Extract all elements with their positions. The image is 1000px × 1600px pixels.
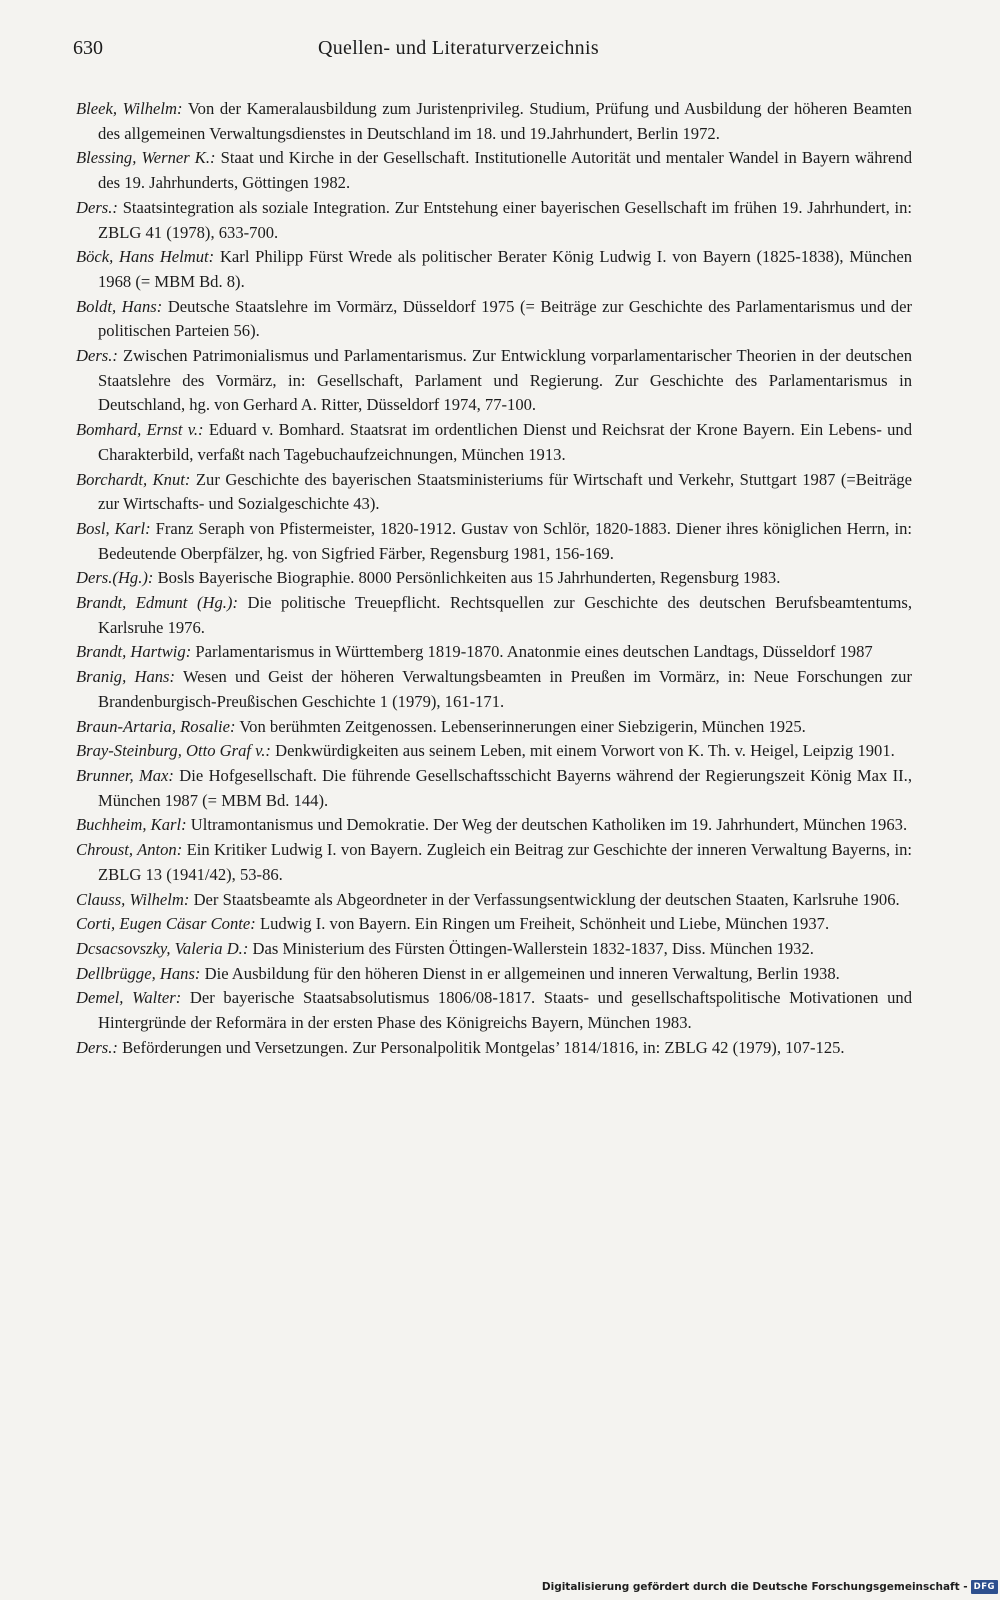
entry-text: Parlamentarismus in Württemberg 1819-1870. Anatonmie eines deutschen Landtags, Düsseldorf 1987 xyxy=(195,642,873,662)
bibliography-entry xyxy=(76,517,912,566)
page-number: 630 xyxy=(73,37,103,59)
bibliography-entry xyxy=(76,937,912,962)
entry-author: Dcsacsovszky, Valeria D.: xyxy=(76,938,249,958)
entry-text: Ein Kritiker Ludwig I. von Bayern. Zugleich ein Beitrag zur Geschichte der inneren Verwaltung Bayerns, in: ZBLG 13 (1941/42), 53-86. xyxy=(98,840,912,884)
entry-text: Karl Philipp Fürst Wrede als politischer Berater König Ludwig I. von Bayern (1825-1838), München 1968 (= MBM Bd. 8). xyxy=(98,247,912,291)
entry-author: Brunner, Max: xyxy=(76,765,174,785)
entry-author: Demel, Walter: xyxy=(76,988,182,1008)
bibliography-entry xyxy=(76,146,912,195)
bibliography-entry xyxy=(76,986,912,1035)
entry-text: Staat und Kirche in der Gesellschaft. Institutionelle Autorität und mentaler Wandel in Bayern während des 19. Jahrhunderts, Göttingen 1982. xyxy=(98,148,912,193)
bibliography-entry xyxy=(76,97,912,146)
digitization-footer xyxy=(542,1576,998,1598)
entry-text: Denkwürdigkeiten aus seinem Leben, mit einem Vorwort von K. Th. v. Heigel, Leipzig 1901. xyxy=(275,741,895,761)
entry-author: Böck, Hans Helmut: xyxy=(76,247,215,267)
entry-author: Ders.(Hg.): xyxy=(76,568,154,588)
entry-author: Clauss, Wilhelm: xyxy=(76,889,190,909)
page-header xyxy=(70,30,920,66)
bibliography-entry xyxy=(76,912,912,937)
bibliography-entry xyxy=(76,468,912,517)
bibliography-entry xyxy=(76,715,912,740)
bibliography-entry xyxy=(76,962,912,987)
entry-text: Das Ministerium des Fürsten Öttingen-Wallerstein 1832-1837, Diss. München 1932. xyxy=(252,938,814,958)
entry-text: Bosls Bayerische Biographie. 8000 Persönlichkeiten aus 15 Jahrhunderten, Regensburg 1983. xyxy=(157,568,781,588)
entry-author: Branig, Hans: xyxy=(76,667,176,687)
bibliography-entry xyxy=(76,838,912,887)
entry-author: Braun-Artaria, Rosalie: xyxy=(76,716,236,736)
entry-text: Die Hofgesellschaft. Die führende Gesellschaftsschicht Bayerns während der Regierungszeit König Max II., München 1987 (= MBM Bd. 144). xyxy=(98,765,912,810)
bibliography-entry xyxy=(76,665,912,714)
entry-author: Ders.: xyxy=(76,197,118,217)
bibliography-entry xyxy=(76,764,912,813)
entry-author: Ders.: xyxy=(76,346,118,366)
entry-text: Franz Seraph von Pfistermeister, 1820-1912. Gustav von Schlör, 1820-1883. Diener ihres königlichen Herrn, in: Bedeutende Oberpfälzer, hg. von Sigfried Färber, Regensburg 1981, 156-169. xyxy=(98,518,913,563)
entry-author: Corti, Eugen Cäsar Conte: xyxy=(76,914,256,934)
entry-text: Eduard v. Bomhard. Staatsrat im ordentlichen Dienst und Reichsrat der Krone Bayern. Ein Lebens- und Charakterbild, verfaßt nach Tagebuchaufzeichnungen, München 1913. xyxy=(98,420,912,464)
bibliography-entry xyxy=(76,1036,912,1061)
bibliography-entry xyxy=(76,196,912,245)
bibliography-entry xyxy=(76,418,912,467)
bibliography-list xyxy=(76,97,912,1060)
bibliography-entry xyxy=(76,344,912,418)
entry-author: Brandt, Edmunt (Hg.): xyxy=(76,593,238,613)
entry-author: Brandt, Hartwig: xyxy=(76,642,192,662)
bibliography-entry xyxy=(76,888,912,913)
entry-text: Staatsintegration als soziale Integration. Zur Entstehung einer bayerischen Gesellschaft im frühen 19. Jahrhundert, in: ZBLG 41 (1978), 633-700. xyxy=(98,197,912,242)
entry-author: Ders.: xyxy=(76,1037,118,1057)
entry-text: Die Ausbildung für den höheren Dienst in er allgemeinen und inneren Verwaltung, Berlin 1938. xyxy=(204,963,840,983)
entry-text: Von der Kameralausbildung zum Juristenprivileg. Studium, Prüfung und Ausbildung der höheren Beamten des allgemeinen Verwaltungsdienstes in Deutschland im 18. und 19.Jahrhundert, Berlin 1972. xyxy=(98,99,912,143)
entry-author: Buchheim, Karl: xyxy=(76,815,187,835)
bibliography-entry xyxy=(76,245,912,294)
bibliography-entry xyxy=(76,640,912,665)
entry-text: Der bayerische Staatsabsolutismus 1806/08-1817. Staats- und gesellschaftspolitische Motivationen und Hintergründe der Reformära in der ersten Phase des Königreichs Bayern, München 1983. xyxy=(98,988,912,1033)
entry-text: Deutsche Staatslehre im Vormärz, Düsseldorf 1975 (= Beiträge zur Geschichte des Parlamentarismus und der politischen Parteien 56). xyxy=(98,296,912,341)
entry-text: Zur Geschichte des bayerischen Staatsministeriums für Wirtschaft und Verkehr, Stuttgart 1987 (=Beiträge zur Wirtschafts- und Sozialgeschichte 43). xyxy=(98,469,912,514)
entry-author: Bleek, Wilhelm: xyxy=(76,99,183,118)
entry-author: Bomhard, Ernst v.: xyxy=(76,420,204,440)
entry-author: Blessing, Werner K.: xyxy=(76,148,216,168)
funding-note: Digitalisierung gefördert durch die Deutsche Forschungsgemeinschaft - xyxy=(541,1581,968,1593)
bibliography-entry xyxy=(76,739,912,764)
bibliography-entry xyxy=(76,813,912,838)
entry-text: Wesen und Geist der höheren Verwaltungsbeamten in Preußen im Vormärz, in: Neue Forschungen zur Brandenburgisch-Preußischen Geschichte 1 (1979), 161-171. xyxy=(98,667,913,711)
entry-author: Borchardt, Knut: xyxy=(76,469,191,489)
entry-author: Boldt, Hans: xyxy=(76,296,163,316)
entry-author: Bosl, Karl: xyxy=(76,518,151,538)
entry-author: Dellbrügge, Hans: xyxy=(76,963,201,983)
bibliography-entry xyxy=(76,591,912,640)
running-title: Quellen- und Literaturverzeichnis xyxy=(318,37,599,59)
entry-text: Ludwig I. von Bayern. Ein Ringen um Freiheit, Schönheit und Liebe, München 1937. xyxy=(259,914,830,934)
entry-text: Von berühmten Zeitgenossen. Lebenserinnerungen einer Siebzigerin, München 1925. xyxy=(239,716,806,736)
entry-text: Der Staatsbeamte als Abgeordneter in der Verfassungsentwicklung der deutschen Staaten, Karlsruhe 1906. xyxy=(193,889,900,909)
entry-author: Chroust, Anton: xyxy=(76,840,183,860)
dfg-logo: DFG xyxy=(971,1580,998,1594)
entry-text: Zwischen Patrimonialismus und Parlamentarismus. Zur Entwicklung vorparlamentarischer Theorien in der deutschen Staatslehre des Vormärz, in: Gesellschaft, Parlament und Regierung. Zur Geschichte des Parlamentarismus in Deutschland, hg. von Gerhard A. Ritter, Düsseldorf 1974, 77-100. xyxy=(98,346,912,415)
bibliography-entry xyxy=(76,295,912,344)
entry-text: Die politische Treuepflicht. Rechtsquellen zur Geschichte des deutschen Berufsbeamtentums, Karlsruhe 1976. xyxy=(98,593,912,637)
entry-author: Bray-Steinburg, Otto Graf v.: xyxy=(76,741,271,761)
entry-text: Beförderungen und Versetzungen. Zur Personalpolitik Montgelas’ 1814/1816, in: ZBLG 42 (1979), 107-125. xyxy=(122,1037,845,1057)
entry-text: Ultramontanismus und Demokratie. Der Weg der deutschen Katholiken im 19. Jahrhundert, München 1963. xyxy=(190,815,908,835)
bibliography-entry xyxy=(76,566,912,591)
